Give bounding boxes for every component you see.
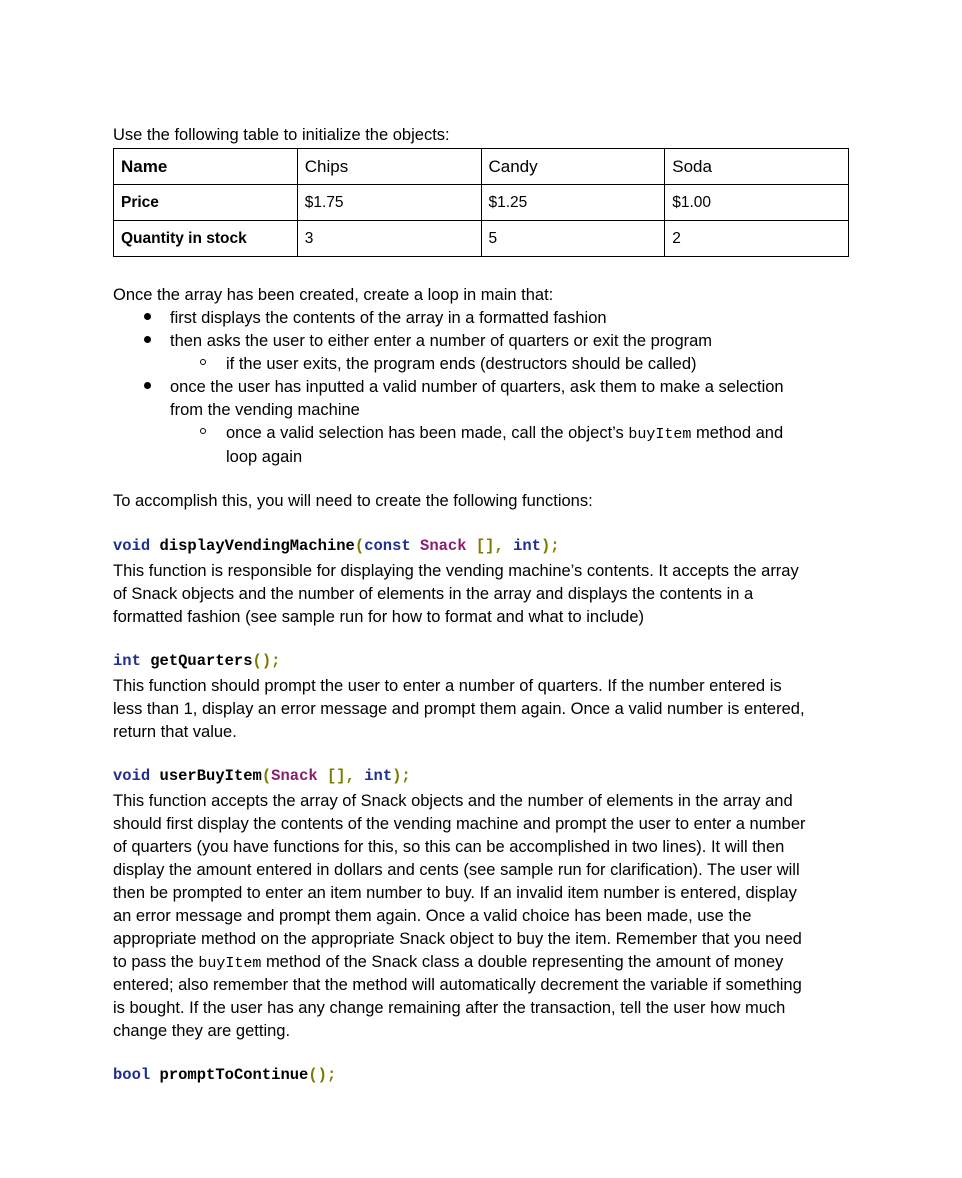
keyword-int: int [513, 537, 541, 555]
desc-display-line3: formatted fashion (see sample run for how to format and what to include) [113, 608, 645, 626]
desc-display-line2: of Snack objects and the number of elements in the array and displays the contents in a [113, 585, 754, 603]
buyitem-inline-code: buyItem [198, 955, 262, 972]
table-row-name [114, 149, 849, 185]
loop-intro: Once the array has been created, create a loop in main that: [113, 286, 554, 304]
bullet-dot [144, 336, 151, 343]
keyword-void: void [113, 767, 151, 785]
desc-buy-line4: display the amount entered in dollars and cents (see sample run for clarification). The user will [113, 861, 800, 879]
table-row-price [114, 185, 849, 221]
paren-close: ); [392, 767, 411, 785]
cell-soda-qty: 2 [665, 221, 849, 257]
functions-intro: To accomplish this, you will need to create the following functions: [113, 492, 593, 510]
cell-candy-qty: 5 [481, 221, 665, 257]
snack-table [113, 148, 849, 257]
desc-buy-line2: should first display the contents of the vending machine and prompt the user to enter a number [113, 815, 806, 833]
function-name: promptToContinue [159, 1066, 309, 1084]
brackets: [], [475, 537, 504, 555]
cell-chips: Chips [297, 149, 481, 185]
table-intro: Use the following table to initialize the objects: [113, 126, 450, 144]
desc-quarters-line2: less than 1, display an error message and prompt them again. Once a valid number is entered, [113, 700, 805, 718]
sub-bullet-circle [200, 359, 206, 365]
cell-candy: Candy [481, 149, 665, 185]
signature-display-vending-machine [113, 537, 560, 555]
desc-buy-line3: of quarters (you have functions for this, so this can be accomplished in two lines). It will then [113, 838, 785, 856]
keyword-const: const [364, 537, 411, 555]
function-name: getQuarters [150, 652, 253, 670]
buyitem-inline-code: buyItem [628, 426, 692, 443]
keyword-bool: bool [113, 1066, 151, 1084]
sub-bullet-item-2a: if the user exits, the program ends (destructors should be called) [226, 355, 697, 373]
cell-soda-price: $1.00 [665, 185, 849, 221]
parens: (); [252, 652, 281, 670]
signature-user-buy-item [113, 767, 411, 785]
bullet-item-3-line1: once the user has inputted a valid number of quarters, ask them to make a selection [170, 378, 784, 396]
sub-bullet-circle [200, 428, 206, 434]
desc-buy-line1: This function accepts the array of Snack objects and the number of elements in the array and [113, 792, 793, 810]
cell-chips-qty: 3 [297, 221, 481, 257]
paren-open: ( [354, 537, 365, 555]
cell-candy-price: $1.25 [481, 185, 665, 221]
bullet-dot [144, 382, 151, 389]
type-snack: Snack [420, 537, 467, 555]
sub-bullet-item-3a [226, 422, 783, 446]
keyword-void: void [113, 537, 151, 555]
bullet-item-2: then asks the user to either enter a number of quarters or exit the program [170, 332, 713, 350]
desc-quarters-line1: This function should prompt the user to enter a number of quarters. If the number entered is [113, 677, 782, 695]
cell-chips-price: $1.75 [297, 185, 481, 221]
paren-open: ( [261, 767, 272, 785]
desc-buy-line9: entered; also remember that the method will automatically decrement the variable if something [113, 976, 802, 994]
function-name: displayVendingMachine [159, 537, 355, 555]
sub-bullet-3a-pre: once a valid selection has been made, call the object’s [226, 424, 624, 442]
cell-soda: Soda [665, 149, 849, 185]
desc-buy-line5: then be prompted to enter an item number to buy. If an invalid item number is entered, display [113, 884, 797, 902]
table-row-quantity [114, 221, 849, 257]
type-snack: Snack [271, 767, 318, 785]
keyword-int: int [364, 767, 393, 785]
bullet-item-3-line2: from the vending machine [170, 401, 360, 419]
sub-bullet-item-3a-line2: loop again [226, 448, 303, 466]
desc-buy-line6: an error message and prompt them again. Once a valid choice has been made, use the [113, 907, 752, 925]
brackets: [], [327, 767, 355, 785]
desc-buy-line10: is bought. If the user has any change remaining after the transaction, tell the user how much [113, 999, 786, 1017]
keyword-int: int [113, 652, 141, 670]
desc-buy-line11: change they are getting. [113, 1022, 291, 1040]
parens: (); [308, 1066, 337, 1084]
header-cell-price: Price [114, 185, 298, 221]
signature-prompt-to-continue [113, 1066, 336, 1084]
desc-quarters-line3: return that value. [113, 723, 237, 741]
desc-buy-line8-post: method of the Snack class a double representing the amount of money [265, 953, 784, 971]
function-name: userBuyItem [159, 767, 262, 785]
bullet-dot [144, 313, 151, 320]
bullet-item-1: first displays the contents of the array in a formatted fashion [170, 309, 607, 327]
header-cell-name: Name [114, 149, 298, 185]
sub-bullet-3a-post: method and [695, 424, 784, 442]
desc-buy-line8-pre: to pass the [113, 953, 194, 971]
signature-get-quarters [113, 652, 280, 670]
desc-display-line1: This function is responsible for displaying the vending machine’s contents. It accepts the array [113, 562, 799, 580]
header-cell-quantity: Quantity in stock [114, 221, 298, 257]
desc-buy-line7: appropriate method on the appropriate Snack object to buy the item. Remember that you need [113, 930, 802, 948]
paren-close: ); [540, 537, 560, 555]
desc-buy-line8 [113, 951, 853, 975]
